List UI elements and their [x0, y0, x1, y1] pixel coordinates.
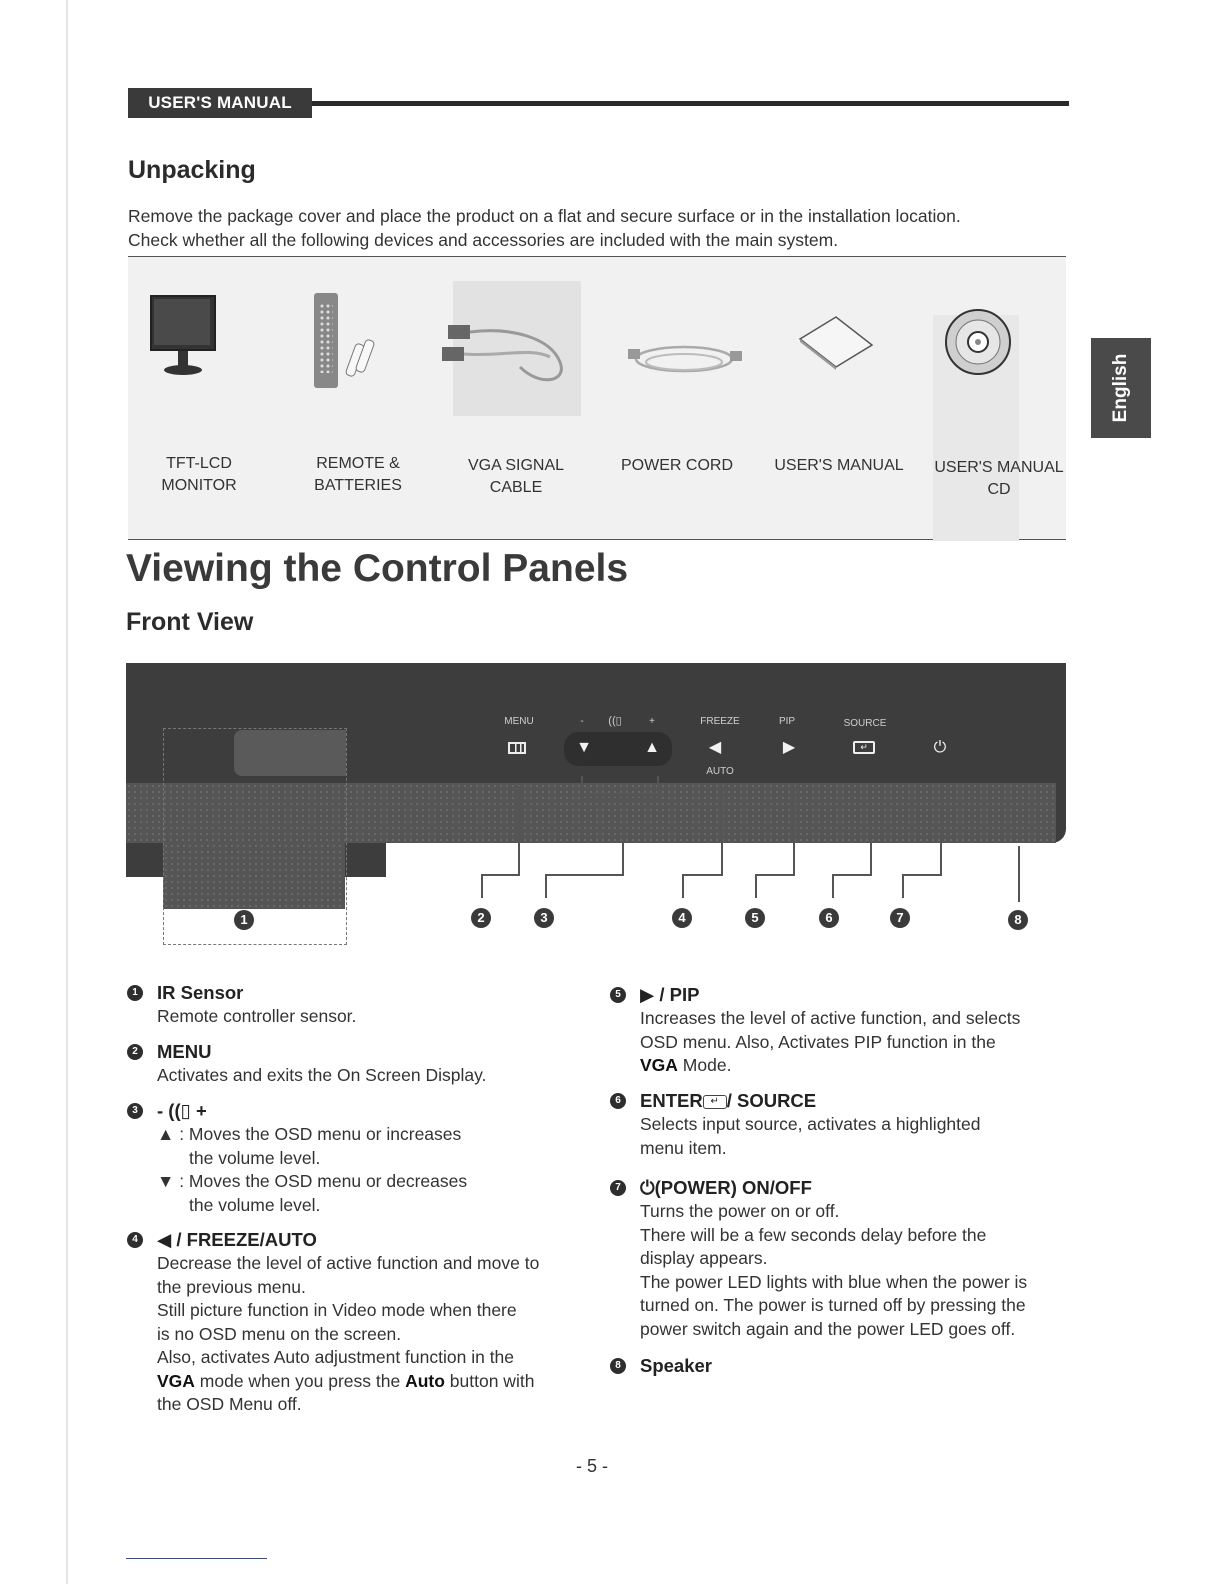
accessory-label-line: USER'S MANUAL — [934, 459, 1064, 476]
bullet-number: 6 — [610, 1093, 626, 1109]
callout-line-4 — [682, 874, 723, 876]
callout-line-3 — [581, 798, 659, 800]
freeze-auto-button[interactable] — [703, 736, 727, 760]
item-desc — [157, 1370, 587, 1394]
description-speaker — [615, 1354, 1070, 1378]
bold-auto: Auto — [405, 1370, 445, 1391]
item-title-part: / SOURCE — [726, 1090, 817, 1111]
label-pip: PIP — [778, 716, 796, 727]
volume-down-button[interactable] — [572, 736, 596, 760]
callout-line-6 — [832, 874, 834, 898]
callout-line-2 — [481, 874, 520, 876]
callout-number-4: 4 — [672, 908, 692, 928]
item-title: IR Sensor — [157, 982, 244, 1003]
callout-line-4 — [721, 786, 723, 876]
menu-icon — [508, 742, 526, 754]
callout-line-3 — [622, 798, 624, 876]
callout-line-3 — [657, 776, 659, 800]
footer-rule — [126, 1558, 267, 1559]
language-tab-label: English — [1110, 353, 1131, 423]
enter-source-button[interactable] — [852, 736, 876, 760]
callout-number-3: 3 — [534, 908, 554, 928]
ir-sensor-highlight — [163, 728, 347, 945]
label-freeze: FREEZE — [700, 716, 740, 727]
item-desc: Remote controller sensor. — [157, 1006, 357, 1026]
page-number: - 5 - — [575, 1456, 608, 1476]
up-arrow-icon: ▲ — [157, 1124, 175, 1144]
label-menu: MENU — [504, 716, 534, 727]
callout-number-6: 6 — [819, 908, 839, 928]
description-freeze-auto — [132, 1228, 587, 1417]
item-desc: Turns the power on or off. — [640, 1201, 840, 1221]
accessory-label-line: VGA SIGNAL — [467, 457, 565, 474]
power-icon: ⏻ — [933, 739, 947, 756]
down-text: : Moves the OSD menu or decreases — [179, 1171, 468, 1191]
accessory-label-line: USER'S MANUAL — [774, 457, 904, 474]
page-edge-shadow — [66, 0, 68, 1584]
accessory-label-line: TFT-LCD — [166, 455, 232, 472]
item-title: MENU — [157, 1041, 212, 1062]
up-text-cont: the volume level. — [189, 1147, 321, 1168]
accessory-label-cd — [930, 457, 1068, 501]
power-icon: ⏻ — [640, 1177, 655, 1198]
callout-line-6 — [870, 786, 872, 876]
unpacking-text-line1: Remove the package cover and place the product on a flat and secure surface or in the installation location. — [128, 206, 961, 226]
callout-line-7 — [940, 786, 942, 876]
item-desc: Selects input source, activates a highlighted — [640, 1114, 981, 1134]
item-desc-part: button with — [444, 1370, 535, 1391]
callout-line-2 — [518, 786, 520, 876]
callout-number-1: 1 — [234, 910, 254, 930]
callout-line-4 — [682, 874, 684, 898]
item-desc-part: Mode. — [677, 1055, 732, 1075]
down-arrow-icon: ▼ — [576, 739, 592, 756]
header-badge: USER'S MANUAL — [128, 88, 312, 118]
item-desc — [640, 1054, 1070, 1078]
accessory-label-manual — [768, 455, 910, 477]
item-desc — [157, 1170, 577, 1194]
menu-button[interactable] — [505, 736, 529, 760]
bullet-number: 1 — [127, 985, 143, 1001]
up-text: : Moves the OSD menu or increases — [179, 1124, 462, 1144]
item-desc: Increases the level of active function, and selects — [640, 1008, 1021, 1028]
accessory-label-power-cord — [612, 455, 742, 477]
callout-line-5 — [755, 874, 757, 898]
enter-icon: ↵ — [703, 1095, 727, 1109]
item-title — [640, 1089, 1070, 1113]
left-arrow-icon: ◀ — [708, 739, 722, 756]
unpacking-text-line2: Check whether all the following devices and accessories are included with the main system. — [128, 230, 839, 250]
volume-icon: ((▯ — [608, 715, 622, 727]
bullet-number: 5 — [610, 987, 626, 1003]
accessory-label-line: POWER CORD — [621, 457, 733, 474]
power-button[interactable] — [928, 736, 952, 760]
up-arrow-icon: ▲ — [644, 739, 660, 756]
bullet-number: 2 — [127, 1044, 143, 1060]
item-desc-part: mode when you press the — [194, 1370, 406, 1391]
callout-line-3 — [545, 874, 547, 898]
bullet-number: 8 — [610, 1358, 626, 1374]
accessory-label-line: REMOTE & — [316, 455, 400, 472]
cd-icon — [943, 307, 1013, 377]
label-source: SOURCE — [843, 718, 887, 729]
monitor-icon — [150, 295, 216, 379]
item-desc — [157, 1123, 577, 1147]
callout-line-3 — [581, 776, 583, 800]
item-desc: menu item. — [640, 1137, 727, 1158]
callout-number-7: 7 — [890, 908, 910, 928]
item-title-part: ENTER — [640, 1090, 703, 1111]
item-desc: is no OSD menu on the screen. — [157, 1323, 402, 1344]
enter-icon: ↵ — [853, 741, 875, 754]
label-auto: AUTO — [706, 766, 734, 777]
item-desc: Decrease the level of active function and move to — [157, 1253, 540, 1273]
callout-line-3 — [545, 874, 624, 876]
accessory-label-line: MONITOR — [161, 477, 237, 494]
accessory-label-line: CD — [987, 481, 1011, 498]
description-menu — [132, 1040, 577, 1088]
language-tab — [1091, 338, 1151, 438]
callout-line-7 — [902, 874, 904, 898]
accessory-label-vga — [454, 455, 578, 499]
callout-line-2 — [481, 874, 483, 898]
accessory-label-remote — [298, 453, 418, 497]
item-desc: There will be a few seconds delay before the — [640, 1224, 987, 1245]
item-title — [640, 1176, 1080, 1200]
description-power — [615, 1176, 1080, 1341]
bullet-number: 3 — [127, 1103, 143, 1119]
remote-icon — [314, 293, 374, 391]
down-text-cont: the volume level. — [189, 1194, 321, 1215]
callout-number-2: 2 — [471, 908, 491, 928]
item-desc: Still picture function in Video mode when there — [157, 1300, 517, 1320]
volume-up-button[interactable] — [640, 736, 664, 760]
item-desc: OSD menu. Also, Activates PIP function in the — [640, 1031, 996, 1052]
item-desc: The power LED lights with blue when the power is — [640, 1271, 1028, 1292]
description-enter-source — [615, 1089, 1070, 1160]
callout-line-5 — [793, 786, 795, 876]
item-desc: Activates and exits the On Screen Display. — [157, 1065, 487, 1085]
control-panels-title: Viewing the Control Panels — [126, 547, 629, 590]
bold-vga: VGA — [157, 1370, 195, 1391]
callout-line-5 — [755, 874, 795, 876]
label-plus: + — [649, 716, 655, 727]
accessory-label-line: CABLE — [489, 479, 543, 496]
callout-line-7 — [902, 874, 942, 876]
item-desc: the OSD Menu off. — [157, 1394, 302, 1414]
accessory-label-line: BATTERIES — [314, 477, 402, 494]
callout-number-8: 8 — [1008, 910, 1028, 930]
bold-vga: VGA — [640, 1055, 678, 1075]
item-title: - ((▯ + — [157, 1100, 207, 1121]
manual-book-icon — [796, 315, 876, 371]
accessory-label-monitor — [148, 453, 250, 497]
item-desc: display appears. — [640, 1248, 768, 1268]
right-arrow-icon: ▶ — [782, 739, 796, 756]
callout-number-5: 5 — [745, 908, 765, 928]
description-pip — [615, 983, 1070, 1078]
item-desc: power switch again and the power LED goes off. — [640, 1318, 1016, 1339]
callout-line-8 — [1018, 846, 1020, 902]
bullet-number: 4 — [127, 1232, 143, 1248]
vga-cable-icon — [440, 317, 580, 397]
description-ir-sensor — [132, 981, 577, 1029]
description-volume — [132, 1099, 577, 1217]
item-title-part: (POWER) ON/OFF — [654, 1177, 812, 1198]
header-rule — [312, 101, 1069, 106]
callout-line-6 — [832, 874, 872, 876]
item-desc: the previous menu. — [157, 1276, 306, 1297]
pip-button[interactable] — [777, 736, 801, 760]
accessories-panel — [128, 256, 1066, 540]
front-view-title: Front View — [126, 608, 254, 636]
item-desc: turned on. The power is turned off by pressing the — [640, 1295, 1026, 1315]
power-cord-icon — [622, 337, 752, 387]
unpacking-title: Unpacking — [128, 156, 256, 184]
item-title: ▶ / PIP — [640, 984, 700, 1005]
item-title: ◀ / FREEZE/AUTO — [157, 1229, 317, 1250]
item-title: Speaker — [640, 1355, 712, 1376]
bullet-number: 7 — [610, 1180, 626, 1196]
item-desc: Also, activates Auto adjustment function in the — [157, 1347, 515, 1367]
label-minus: - — [580, 716, 584, 727]
down-arrow-icon: ▼ — [157, 1171, 175, 1191]
